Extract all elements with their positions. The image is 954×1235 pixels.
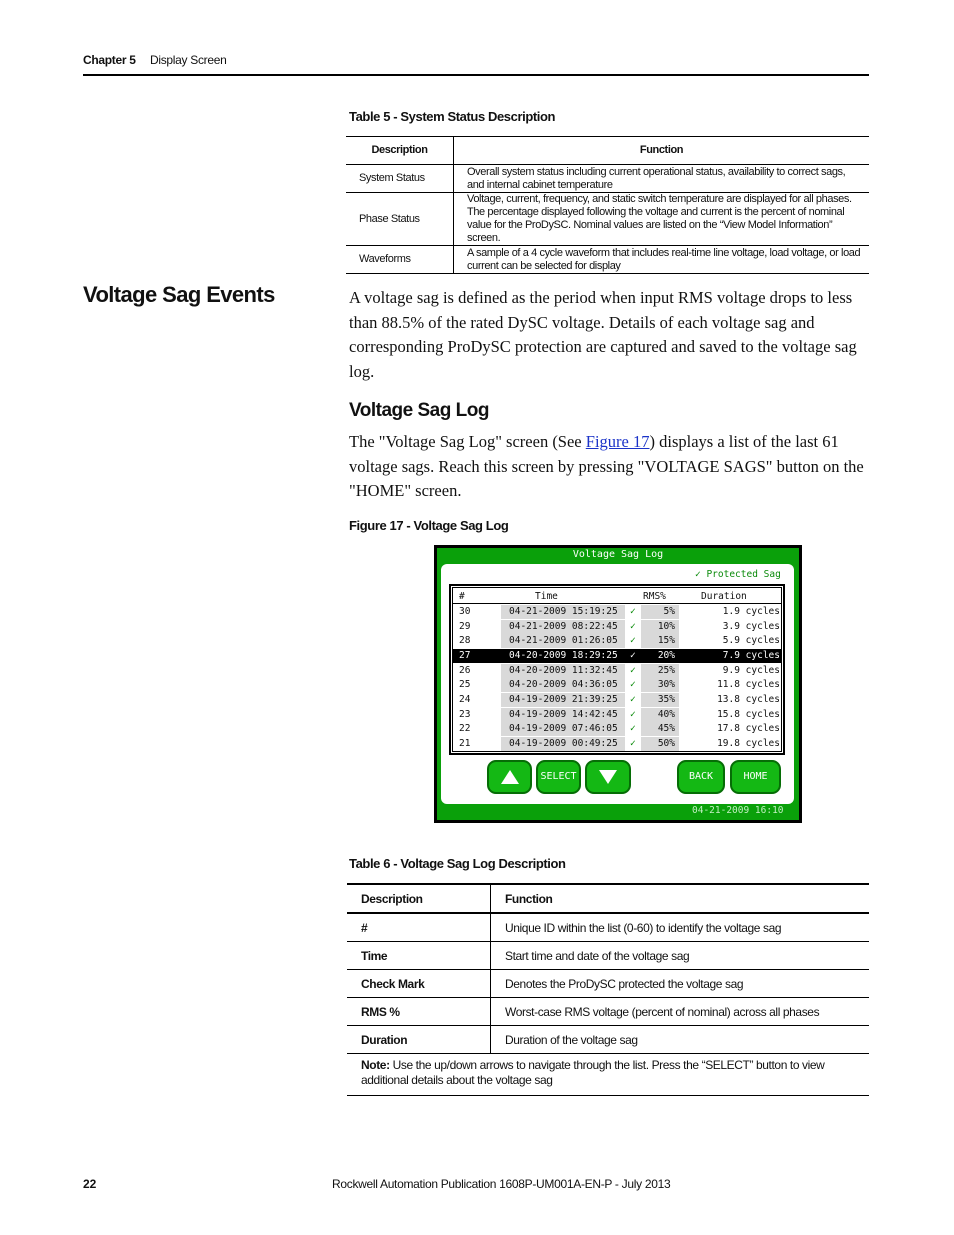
select-button[interactable]: SELECT xyxy=(536,760,581,794)
table6-description: Time xyxy=(347,942,491,970)
table5-caption: Table 5 - System Status Description xyxy=(349,109,556,124)
scroll-down-button[interactable] xyxy=(585,760,631,794)
check-icon: ✓ xyxy=(630,620,636,632)
sag-time: 04-19-2009 14:42:45 xyxy=(509,708,618,720)
sag-time: 04-21-2009 08:22:45 xyxy=(509,620,618,632)
table6-function: Start time and date of the voltage sag xyxy=(491,942,870,970)
publication-footer: Rockwell Automation Publication 1608P-UM001A-EN-P - July 2013 xyxy=(332,1177,671,1191)
sag-duration: 7.9 cycles xyxy=(722,649,780,661)
sag-log-row[interactable] xyxy=(453,664,781,678)
sag-log-row[interactable] xyxy=(453,722,781,736)
sag-time: 04-21-2009 15:19:25 xyxy=(509,606,618,617)
table6-description: # xyxy=(347,913,491,942)
sag-rms: 20% xyxy=(657,649,675,661)
sag-log-row[interactable] xyxy=(453,649,781,663)
table5-row xyxy=(346,246,869,274)
sag-rms: 40% xyxy=(657,708,675,720)
table6-function: Worst-case RMS voltage (percent of nominal) across all phases xyxy=(491,998,870,1026)
table6-header-description: Description xyxy=(347,884,491,913)
table6-function: Denotes the ProDySC protected the voltage sag xyxy=(491,970,870,998)
figure-caption: Figure 17 - Voltage Sag Log xyxy=(349,518,509,533)
sag-time: 04-19-2009 07:46:05 xyxy=(509,723,618,735)
sag-duration: 15.8 cycles xyxy=(717,708,780,720)
table6-caption: Table 6 - Voltage Sag Log Description xyxy=(349,856,566,871)
table5-function: A sample of a 4 cycle waveform that includes real-time line voltage, load voltage, or load current can be selected for display xyxy=(454,246,870,274)
sag-duration: 1.9 cycles xyxy=(722,606,780,617)
system-status-table xyxy=(346,136,869,274)
table6-row xyxy=(347,998,869,1026)
sag-log-row[interactable] xyxy=(453,678,781,692)
sag-log-row[interactable] xyxy=(453,693,781,707)
sag-duration: 11.8 cycles xyxy=(717,679,780,691)
sag-log-row[interactable] xyxy=(453,634,781,648)
check-icon: ✓ xyxy=(630,635,636,647)
sag-rms: 30% xyxy=(657,679,675,691)
up-arrow-icon xyxy=(500,769,520,785)
note-text: Use the up/down arrows to navigate through the list. Press the “SELECT” button to view additional details about the voltage sag xyxy=(361,1058,825,1087)
header-rule xyxy=(83,74,869,76)
subsection-paragraph xyxy=(349,430,869,504)
table6-function: Unique ID within the list (0-60) to identify the voltage sag xyxy=(491,913,870,942)
sag-log-row[interactable] xyxy=(453,737,781,751)
table6-row xyxy=(347,913,869,942)
check-icon: ✓ xyxy=(630,664,636,676)
table5-row xyxy=(346,165,869,193)
sag-time: 04-20-2009 11:32:45 xyxy=(509,664,618,676)
voltage-sag-log-table xyxy=(347,883,869,1096)
figure-17-link[interactable]: Figure 17 xyxy=(585,432,650,451)
paragraph-text: ) displays a list of the last 61 voltage sags. Reach this screen by pressing "VOLTAGE SAGS" button on the "HOME" screen. xyxy=(349,432,864,500)
paragraph-text: The "Voltage Sag Log" screen (See xyxy=(349,432,586,451)
table6-note-row xyxy=(347,1054,869,1096)
sag-rms: 5% xyxy=(663,606,675,617)
table5-function: Voltage, current, frequency, and static switch temperature are displayed for all phases. The percentage displayed following the voltage and current is the percent of nominal value for the ProDySC. Nominal values are listed on the “View Model Information” screen. xyxy=(454,193,870,246)
table6-description: Check Mark xyxy=(347,970,491,998)
back-button[interactable]: BACK xyxy=(677,760,725,794)
sag-rms: 15% xyxy=(657,635,675,647)
table6-function: Duration of the voltage sag xyxy=(491,1026,870,1054)
sag-duration: 3.9 cycles xyxy=(722,620,780,632)
sag-id: 28 xyxy=(459,635,471,647)
down-arrow-icon xyxy=(598,769,618,785)
sag-duration: 13.8 cycles xyxy=(717,693,780,705)
subsection-heading: Voltage Sag Log xyxy=(349,400,489,421)
section-heading: Voltage Sag Events xyxy=(83,282,275,307)
sag-time: 04-21-2009 01:26:05 xyxy=(509,635,618,647)
list-header-divider xyxy=(453,603,781,604)
section-paragraph: A voltage sag is defined as the period when input RMS voltage drops to less than 88.5% of the rated DySC voltage. Details of each voltage sag and corresponding ProDySC protection are captured and saved to the voltage sag log. xyxy=(349,288,857,381)
sag-id: 23 xyxy=(459,708,471,720)
check-icon: ✓ xyxy=(630,679,636,691)
sag-rms: 25% xyxy=(657,664,675,676)
col-time-header: Time xyxy=(535,591,558,602)
sag-log-row[interactable] xyxy=(453,605,781,619)
chapter-label: Chapter 5 xyxy=(83,53,136,67)
table6-row xyxy=(347,970,869,998)
check-icon: ✓ xyxy=(630,737,636,749)
page-number: 22 xyxy=(83,1177,97,1191)
sag-log-row[interactable] xyxy=(453,620,781,634)
sag-rms: 35% xyxy=(657,693,675,705)
protected-sag-legend: ✓ Protected Sag xyxy=(695,569,781,580)
sag-id: 25 xyxy=(459,679,471,691)
sag-id: 24 xyxy=(459,693,471,705)
sag-time: 04-19-2009 21:39:25 xyxy=(509,693,618,705)
col-id-header: # xyxy=(459,591,465,602)
sag-rms: 50% xyxy=(657,737,675,749)
sag-id: 21 xyxy=(459,737,471,749)
note-label: Note: xyxy=(361,1058,390,1072)
sag-time: 04-19-2009 00:49:25 xyxy=(509,737,618,749)
sag-log-header-row xyxy=(453,590,781,604)
col-duration-header: Duration xyxy=(701,591,747,602)
sag-duration: 19.8 cycles xyxy=(717,737,780,749)
sag-duration: 17.8 cycles xyxy=(717,723,780,735)
home-button[interactable]: HOME xyxy=(730,760,781,794)
table5-description: Phase Status xyxy=(346,193,454,246)
table5-description: System Status xyxy=(346,165,454,193)
table6-note xyxy=(347,1054,869,1096)
table6-description: Duration xyxy=(347,1026,491,1054)
table6-header-function: Function xyxy=(491,884,870,913)
table6-row xyxy=(347,942,869,970)
sag-id: 29 xyxy=(459,620,471,632)
table5-header-function: Function xyxy=(454,137,870,165)
check-icon: ✓ xyxy=(630,649,636,661)
check-icon: ✓ xyxy=(630,606,636,617)
table6-description: RMS % xyxy=(347,998,491,1026)
sag-id: 26 xyxy=(459,664,471,676)
table5-header-description: Description xyxy=(346,137,454,165)
screen-datetime: 04-21-2009 16:10 xyxy=(692,805,784,816)
chapter-title: Display Screen xyxy=(150,53,227,67)
sag-duration: 9.9 cycles xyxy=(722,664,780,676)
sag-time: 04-20-2009 04:36:05 xyxy=(509,679,618,691)
table5-function: Overall system status including current operational status, availability to correct sags, and internal cabinet temperature xyxy=(454,165,870,193)
screen-title: Voltage Sag Log xyxy=(572,549,664,560)
scroll-up-button[interactable] xyxy=(487,760,532,794)
check-icon: ✓ xyxy=(630,708,636,720)
sag-log-row[interactable] xyxy=(453,708,781,722)
sag-duration: 5.9 cycles xyxy=(722,635,780,647)
sag-id: 30 xyxy=(459,606,471,617)
table6-row xyxy=(347,1026,869,1054)
table5-row xyxy=(346,193,869,246)
check-icon: ✓ xyxy=(630,723,636,735)
check-icon: ✓ xyxy=(630,693,636,705)
sag-time: 04-20-2009 18:29:25 xyxy=(509,649,618,661)
sag-id: 22 xyxy=(459,723,471,735)
sag-rms: 45% xyxy=(657,723,675,735)
sag-id: 27 xyxy=(459,649,471,661)
sag-rms: 10% xyxy=(657,620,675,632)
table5-description: Waveforms xyxy=(346,246,454,274)
col-rms-header: RMS% xyxy=(643,591,666,602)
